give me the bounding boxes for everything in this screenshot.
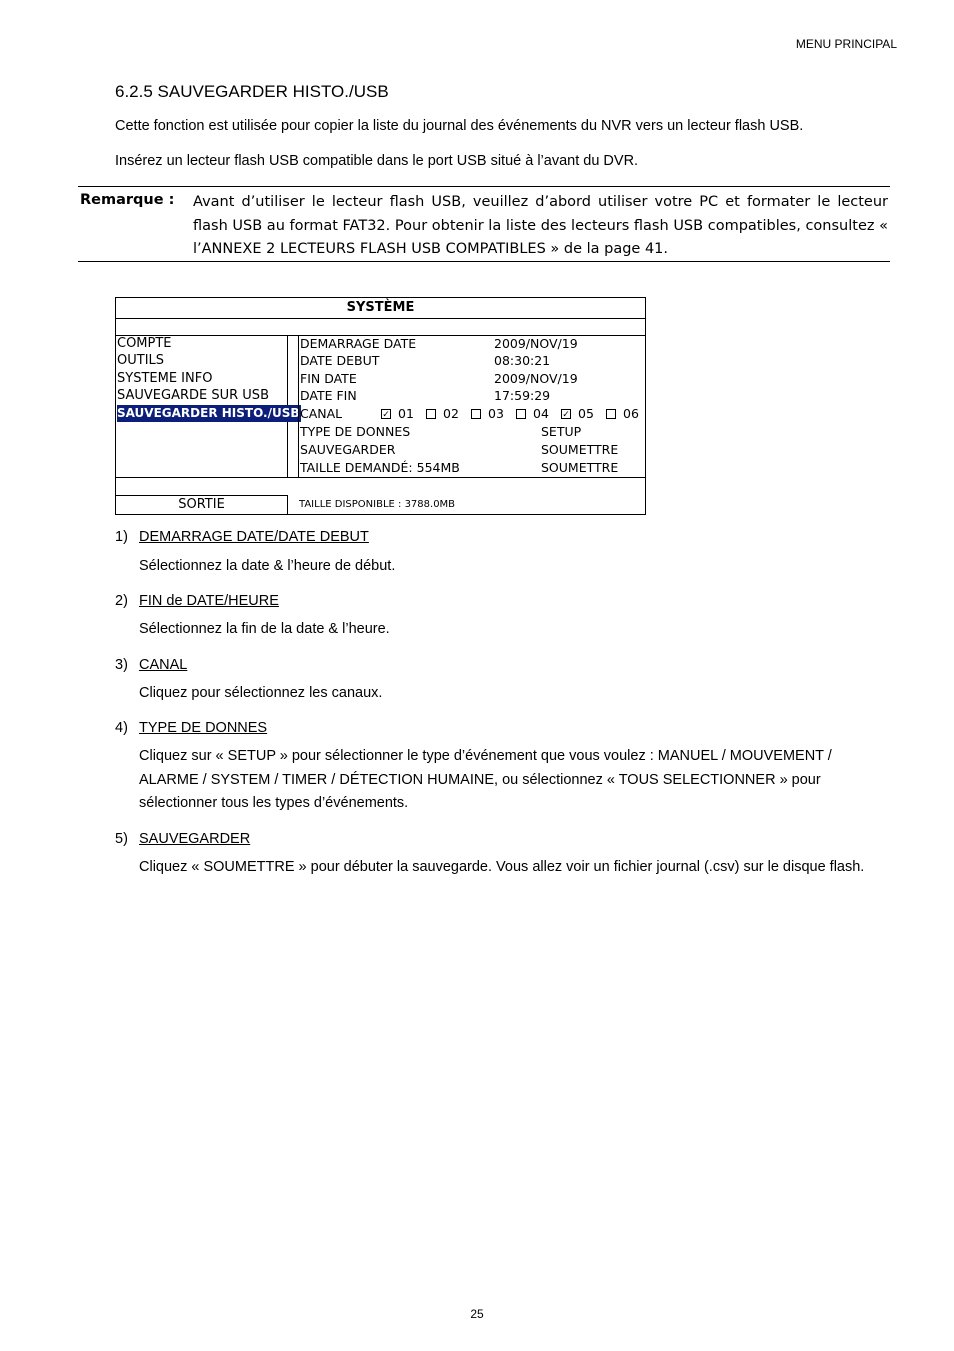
start-time-label: DATE DEBUT [300, 353, 380, 368]
note-box [78, 186, 890, 262]
available-size: TAILLE DISPONIBLE : 3788.0MB [299, 499, 456, 510]
item-description: Cliquez pour sélectionnez les canaux. [139, 685, 383, 701]
channel-06-checkbox[interactable] [606, 409, 616, 419]
exit-button[interactable]: SORTIE [116, 495, 288, 514]
item-number: 3) [115, 657, 128, 673]
item-title: SAUVEGARDER [139, 831, 251, 847]
menu-item-log-backup[interactable]: SAUVEGARDER HISTO./USB [117, 406, 300, 420]
item-description: Sélectionnez la fin de la date & l’heure. [139, 621, 390, 637]
item-description: Cliquez « SOUMETTRE » pour débuter la sauvegarde. Vous allez voir un fichier journal (.csv) sur le disque flash. [139, 859, 865, 875]
backup-label: SAUVEGARDER [300, 442, 396, 457]
menu-item-system-info[interactable]: SYSTEME INFO [117, 371, 213, 386]
item-number: 2) [115, 593, 128, 609]
setup-button[interactable]: SETUP [541, 424, 582, 439]
item-number: 5) [115, 831, 128, 847]
start-date-label: DEMARRAGE DATE [300, 336, 417, 351]
start-date-value[interactable]: 2009/NOV/19 [494, 336, 578, 351]
channel-04-checkbox[interactable] [516, 409, 526, 419]
menu-item-compte[interactable]: COMPTE [117, 336, 172, 351]
requested-size-label: TAILLE DEMANDÉ: 554MB [300, 460, 460, 475]
item-number: 1) [115, 529, 128, 545]
backup-settings [298, 335, 645, 478]
channel-01-checkbox[interactable]: ✓ [382, 409, 390, 419]
intro-paragraph-1: Cette fonction est utilisée pour copier la liste du journal des événements du NVR vers un lecteur flash USB. [115, 118, 804, 134]
divider [116, 477, 645, 478]
note-text: Avant d’utiliser le lecteur flash USB, veuillez d’abord utiliser votre PC et formater le lecteur flash USB au format FAT32. Pour obtenir la liste des lecteurs flash USB compatibles, consultez « l’ANNEXE 2 LECTEURS FLASH USB COMPATIBLES » de la page 41. [193, 194, 888, 257]
item-title: TYPE DE DONNES [139, 720, 268, 736]
channel-06-label: 06 [623, 406, 639, 421]
end-time-value[interactable]: 17:59:29 [494, 388, 551, 403]
item-title: FIN de DATE/HEURE [139, 593, 279, 609]
item-number: 4) [115, 720, 128, 736]
backup-submit-button[interactable]: SOUMETTRE [541, 442, 619, 457]
intro-paragraph-2: Insérez un lecteur flash USB compatible dans le port USB situé à l’avant du DVR. [115, 153, 639, 169]
end-date-value[interactable]: 2009/NOV/19 [494, 371, 578, 386]
system-panel [115, 297, 646, 515]
channel-05-checkbox[interactable]: ✓ [562, 409, 570, 419]
channel-03-label: 03 [488, 406, 504, 421]
data-type-label: TYPE DE DONNES [300, 424, 411, 439]
system-menu [116, 335, 300, 478]
size-submit-button[interactable]: SOUMETTRE [541, 460, 619, 475]
item-title: DEMARRAGE DATE/DATE DEBUT [139, 529, 369, 545]
section-title: 6.2.5 SAUVEGARDER HISTO./USB [115, 82, 389, 101]
end-time-label: DATE FIN [300, 388, 357, 403]
end-date-label: FIN DATE [300, 371, 357, 386]
channel-03-checkbox[interactable] [471, 409, 481, 419]
menu-item-usb-backup[interactable]: SAUVEGARDE SUR USB [117, 388, 269, 403]
item-description: Cliquez sur « SETUP » pour sélectionner le type d’événement que vous voulez : MANUEL / MOUVEMENT / ALARME / SYSTEM / TIMER / DÉTECTION HUMAINE, ou sélectionnez « TOUS SELECTIONNER » pour sélectionner tous les types d’événements. [139, 748, 832, 811]
running-header: MENU PRINCIPAL [795, 37, 897, 51]
channel-label: CANAL [300, 406, 343, 421]
start-time-value[interactable]: 08:30:21 [494, 353, 551, 368]
channel-01-label: 01 [398, 406, 414, 421]
page-number: 25 [470, 1307, 484, 1321]
item-description: Sélectionnez la date & l’heure de début. [139, 558, 396, 574]
note-label: Remarque : [80, 192, 175, 208]
panel-title: SYSTÈME [116, 298, 645, 319]
channel-02-label: 02 [443, 406, 459, 421]
channel-04-label: 04 [533, 406, 549, 421]
menu-item-outils[interactable]: OUTILS [117, 353, 165, 368]
channel-05-label: 05 [578, 406, 594, 421]
item-title: CANAL [139, 657, 188, 673]
channel-02-checkbox[interactable] [426, 409, 436, 419]
